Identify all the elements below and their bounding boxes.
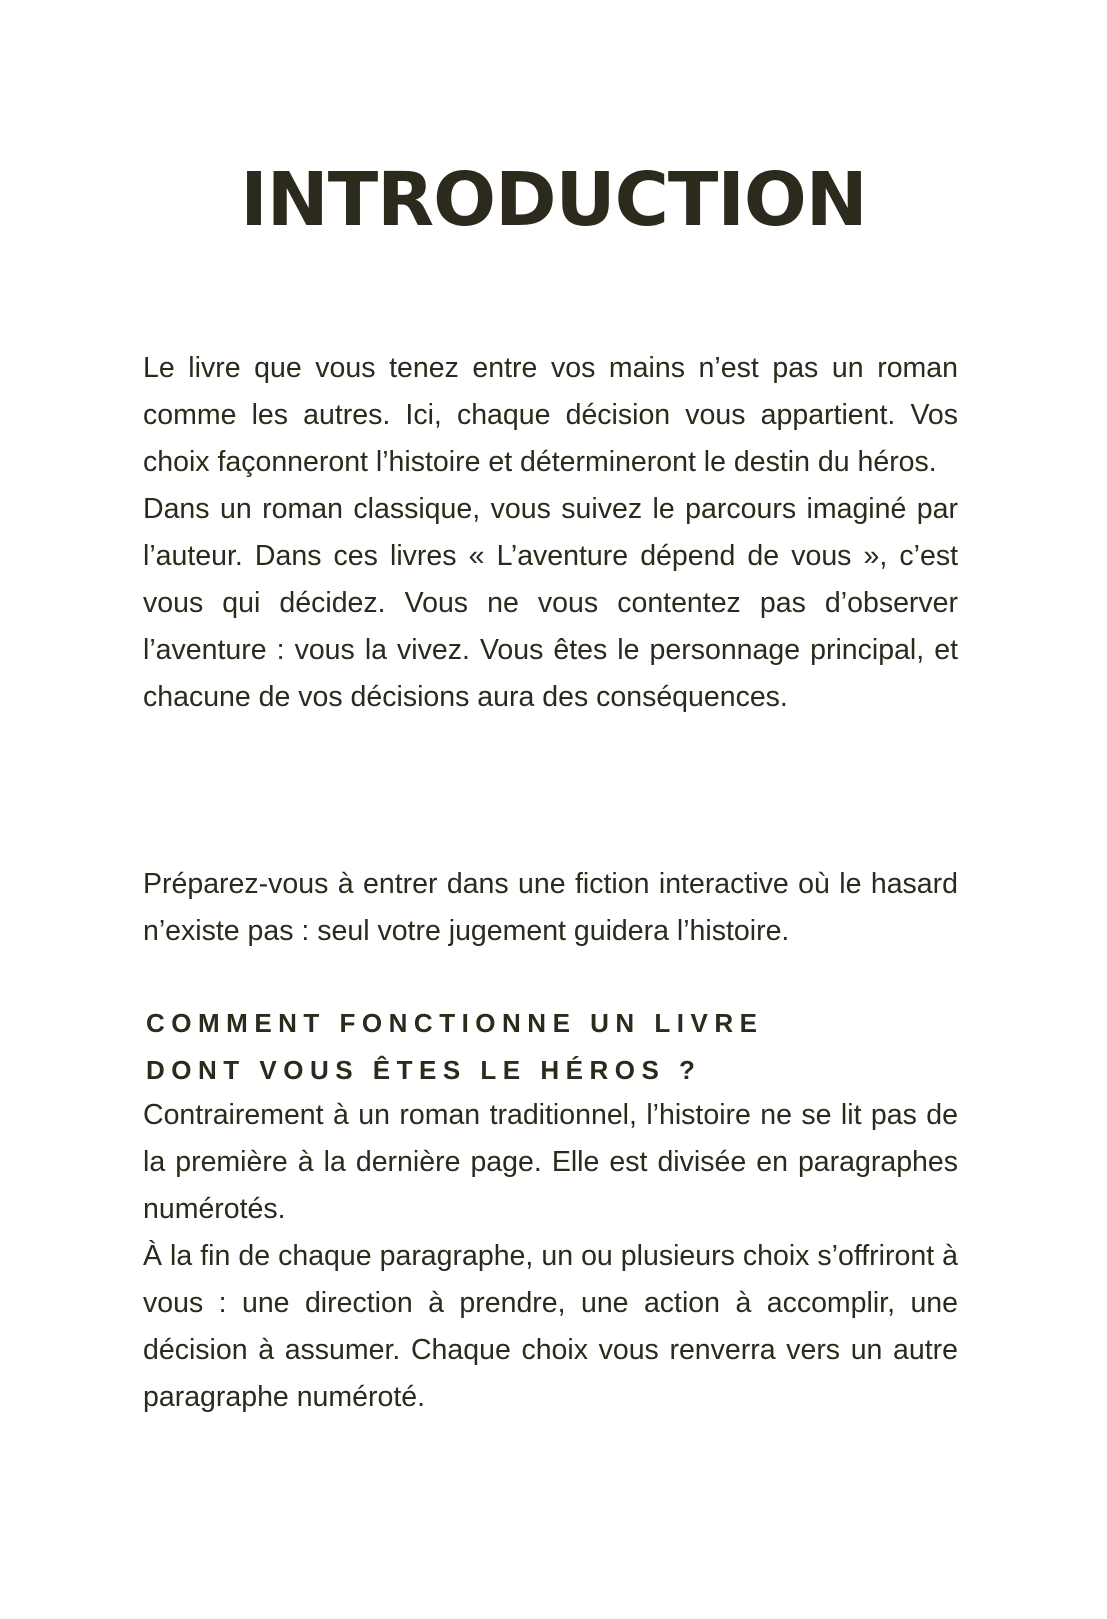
rules-paragraph-2: À la fin de chaque paragraphe, un ou plusieurs choix s’offriront à vous : une direction à prendre, une action à accomplir, une décision à assumer. Chaque choix vous renverra vers un autre paragraphe numéroté. [143, 1240, 958, 1413]
page-title: INTRODUCTION [240, 157, 867, 243]
rules-paragraph-1: Contrairement à un roman traditionnel, l’histoire ne se lit pas de la première à la dernière page. Elle est divisée en paragraphes numérotés. [143, 1099, 958, 1225]
prepare-section [143, 861, 958, 955]
intro-paragraph-2: Dans un roman classique, vous suivez le parcours imaginé par l’auteur. Dans ces livres « L’aventure dépend de vous », c’est vous qui décidez. Vous ne vous contentez pas d’observer l’aventure : vous la vivez. Vous êtes le personnage principal, et chacune de vos décisions aura des conséquences. [143, 493, 958, 713]
prepare-paragraph: Préparez-vous à entrer dans une fiction interactive où le hasard n’existe pas : seul votre jugement guidera l’histoire. [143, 868, 958, 947]
rules-section [143, 1092, 958, 1421]
intro-paragraph-1: Le livre que vous tenez entre vos mains n’est pas un roman comme les autres. Ici, chaque décision vous appartient. Vos choix façonneront l’histoire et détermineront le destin du héros. [143, 352, 958, 478]
section-heading [146, 1000, 961, 1094]
section-heading-line-1: COMMENT FONCTIONNE UN LIVRE [146, 1008, 764, 1038]
intro-section [143, 345, 958, 721]
section-heading-line-2: DONT VOUS ÊTES LE HÉROS ? [146, 1055, 702, 1085]
